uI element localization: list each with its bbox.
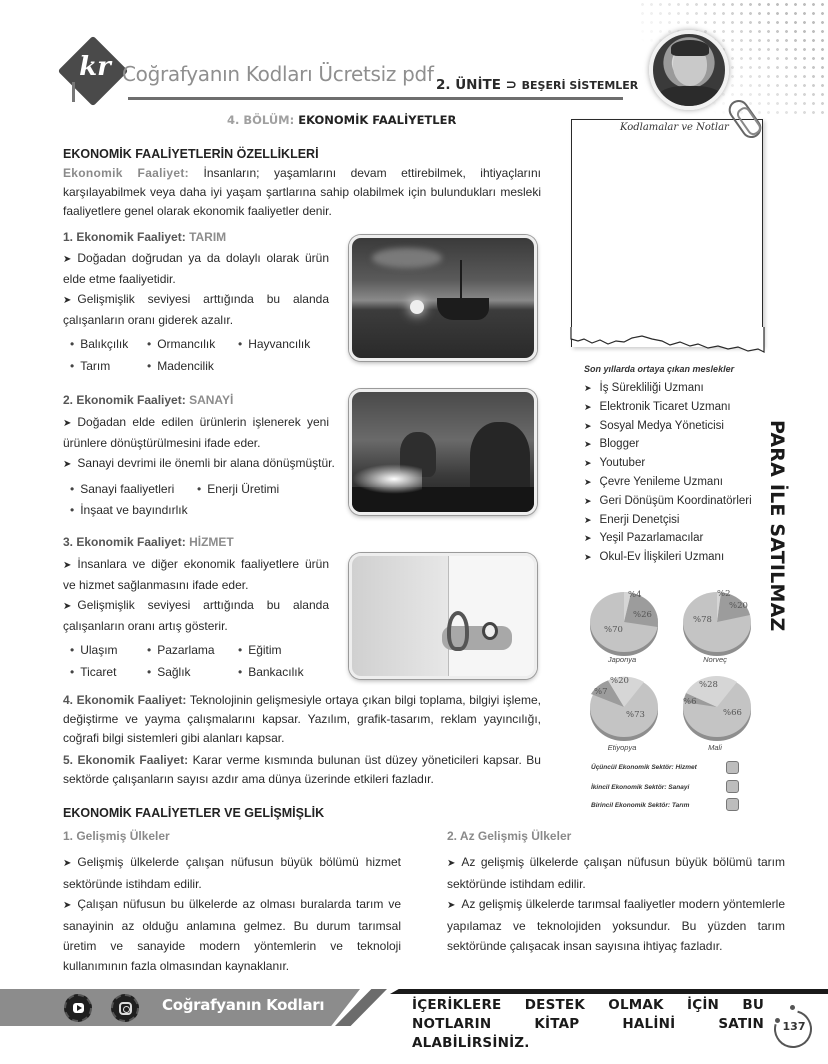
arrow-bullet-icon: ➤ xyxy=(63,254,72,265)
arrow-bullet-icon: ➤ xyxy=(584,533,592,544)
author-avatar xyxy=(649,30,729,110)
legend-swatch-hizmet xyxy=(726,761,739,774)
less-developed-point-1: ➤ Az gelişmiş ülkelerde çalışan nüfusun büyük bölümü tarım sektöründe istihdam edilir. xyxy=(447,855,785,891)
footer-brand: Coğrafyanın Kodları xyxy=(162,996,325,1014)
activity-2-point-2: ➤ Sanayi devrimi ile önemli bir alana dönüşmüştür. xyxy=(63,454,353,475)
pie-chart-etiyopya: %20 %7 %73 xyxy=(588,672,660,742)
unit-title xyxy=(436,77,638,93)
unit-separator-icon: ⊃ xyxy=(505,77,517,93)
list-item: ➤ Youtuber xyxy=(584,454,752,473)
legend-sanayi: İkincil Ekonomik Sektör: Sanayi xyxy=(591,784,690,791)
activity-1-point-1: ➤ Doğadan doğrudan ya da dolaylı olarak ürün elde etme faaliyetidir. xyxy=(63,251,329,286)
developed-point-2: ➤ Çalışan nüfusun bu ülkelerde az olması buralarda tarım ve sanayinin az olduğu anlamına gelmez. Bu durum tarımsal üretim ve sanayide modern yöntemlerin ve teknoloji kullanımının fazla olmasından kaynaklanır. xyxy=(63,897,401,973)
intro-heading: EKONOMİK FAALİYETLERİN ÖZELLİKLERİ xyxy=(63,147,319,161)
photo-fishing-boats xyxy=(349,235,537,361)
logo-tassel-icon xyxy=(72,82,75,102)
pie-label-japonya: Japonya xyxy=(607,655,637,664)
notes-box[interactable] xyxy=(571,119,763,347)
list-item: ➤ Okul-Ev İlişkileri Uzmanı xyxy=(584,548,752,567)
footer-top-rule xyxy=(390,989,828,994)
arrow-bullet-icon: ➤ xyxy=(584,383,592,393)
arrow-bullet-icon: ➤ xyxy=(584,458,592,469)
publisher-logo-text: kr xyxy=(79,52,111,82)
definition-term: Ekonomik Faaliyet: xyxy=(63,166,189,180)
pie-chart-mali: %28 %6 %66 xyxy=(681,672,753,742)
activity-3-heading: 3. Ekonomik Faaliyet: HİZMET xyxy=(63,535,234,549)
arrow-bullet-icon: ➤ xyxy=(63,601,72,612)
arrow-bullet-icon: ➤ xyxy=(63,295,72,306)
activity-1-heading: 1. Ekonomik Faaliyet: TARIM xyxy=(63,230,227,244)
arrow-bullet-icon: ➤ xyxy=(63,459,72,470)
activity-4-text: 4. Ekonomik Faaliyet: Teknolojinin gelişmesiyle ortaya çıkan bilgi toplama, bilgiyi işleme, değiştirme ve yayma çalışmalarını kapsar. Yazılım, grafik-tasarım, reklam yayıncılığı, coğrafi bilgi sistemleri gibi alanları kapsar. xyxy=(63,693,541,745)
activity-3-point-1: ➤ İnsanlara ve diğer ekonomik faaliyetlere ürün ve hizmet sağlanmasını ifade eder. xyxy=(63,557,329,592)
list-item: ➤ Blogger xyxy=(584,435,752,454)
instagram-icon xyxy=(119,1002,132,1015)
pie-chart-japonya: %4 %26 %70 xyxy=(588,587,660,657)
photo-welding-worker xyxy=(349,389,537,515)
section-title xyxy=(227,113,456,127)
arrow-bullet-icon: ➤ xyxy=(584,476,592,487)
arrow-bullet-icon: ➤ xyxy=(63,900,72,911)
professions-list xyxy=(584,379,752,567)
legend-swatch-sanayi xyxy=(726,780,739,793)
activity-1-point-2: ➤ Gelişmişlik seviyesi arttığında bu alanda çalışanların oranı giderek azalır. xyxy=(63,292,329,327)
less-developed-countries-heading: 2. Az Gelişmiş Ülkeler xyxy=(447,829,572,843)
pie-label-etiyopya: Etiyopya xyxy=(607,743,637,752)
torn-paper-edge xyxy=(570,327,766,357)
pie-chart-norvec: %2 %20 %78 xyxy=(681,587,753,657)
professions-title: Son yıllarda ortaya çıkan meslekler xyxy=(584,364,735,374)
development-heading: EKONOMİK FAALİYETLER VE GELİŞMİŞLİK xyxy=(63,806,325,820)
section-name: EKONOMİK FAALİYETLER xyxy=(298,113,457,127)
arrow-bullet-icon: ➤ xyxy=(584,552,592,563)
list-item: ➤ Geri Dönüşüm Koordinatörleri xyxy=(584,492,752,511)
arrow-bullet-icon: ➤ xyxy=(447,900,456,911)
youtube-icon xyxy=(73,1003,84,1013)
arrow-bullet-icon: ➤ xyxy=(584,495,592,506)
arrow-bullet-icon: ➤ xyxy=(447,858,456,869)
list-item: ➤ Sosyal Medya Yöneticisi xyxy=(584,417,752,436)
unit-subtitle: BEŞERİ SİSTEMLER xyxy=(521,79,639,92)
legend-swatch-tarim xyxy=(726,798,739,811)
arrow-bullet-icon: ➤ xyxy=(584,420,592,431)
photo-doctor-stethoscope xyxy=(349,553,537,679)
unit-number: 2. ÜNİTE xyxy=(436,77,501,93)
less-developed-point-2: ➤ Az gelişmiş ülkelerde tarımsal faaliyetler modern yöntemlerle yapılamaz ve teknolojiden yoksundur. Bu yüzden tarım sektöründe çalışacak insan sayısına ihtiyaç fazladır. xyxy=(447,897,785,953)
activity-2-heading: 2. Ekonomik Faaliyet: SANAYİ xyxy=(63,393,234,407)
activity-2-point-1: ➤ Doğadan elde edilen ürünlerin işlenerek yeni ürünlere dönüştürülmesini ifade eder. xyxy=(63,415,329,450)
page-ring-dot xyxy=(790,1005,795,1010)
instagram-link[interactable] xyxy=(111,994,139,1022)
pie-label-norvec: Norveç xyxy=(703,655,727,664)
list-item: ➤ Elektronik Ticaret Uzmanı xyxy=(584,398,752,417)
arrow-bullet-icon: ➤ xyxy=(584,514,592,525)
youtube-link[interactable] xyxy=(64,994,92,1022)
section-number: 4. BÖLÜM: xyxy=(227,113,295,127)
list-item: ➤ Enerji Denetçisi xyxy=(584,511,752,530)
list-item: ➤ İş Sürekliliği Uzmanı xyxy=(584,379,752,398)
legend-hizmet: Üçüncül Ekonomik Sektör: Hizmet xyxy=(591,764,697,771)
legend-tarim: Birincil Ekonomik Sektör: Tarım xyxy=(591,802,690,809)
definition-text: İnsanların; yaşamlarını devam ettirebilmek, ihtiyaçlarını karşılayabilmek veya daha iyi yaşam şartlarına sahip olabilmek için bulundukları mesleki faaliyetlere genel olarak ekonomik faaliyetler denir. xyxy=(63,166,542,218)
arrow-bullet-icon: ➤ xyxy=(584,401,592,412)
intro-definition xyxy=(63,164,541,221)
activity-3-point-2: ➤ Gelişmişlik seviyesi arttığında bu alanda çalışanların oranı artış gösterir. xyxy=(63,598,329,633)
pie-label-mali: Mali xyxy=(708,743,722,752)
arrow-bullet-icon: ➤ xyxy=(584,439,592,450)
page-number: 137 xyxy=(782,1020,806,1033)
list-item: ➤ Yeşil Pazarlamacılar xyxy=(584,529,752,548)
footer-support-message: İÇERİKLERE DESTEK OLMAK İÇİN BU NOTLARIN KİTAP HALİNİ SATIN ALABİLİRSİNİZ. xyxy=(412,997,764,1051)
header-title: Coğrafyanın Kodları Ücretsiz pdf xyxy=(122,62,434,86)
developed-countries-heading: 1. Gelişmiş Ülkeler xyxy=(63,829,170,843)
notes-title: Kodlamalar ve Notlar xyxy=(620,122,729,133)
arrow-bullet-icon: ➤ xyxy=(63,858,72,869)
list-item: ➤ Çevre Yenileme Uzmanı xyxy=(584,473,752,492)
arrow-bullet-icon: ➤ xyxy=(63,560,72,571)
developed-point-1: ➤ Gelişmiş ülkelerde çalışan nüfusun büyük bölümü hizmet sektöründe istihdam edilir. xyxy=(63,855,401,891)
activity-5-text: 5. Ekonomik Faaliyet: Karar verme kısmında bulunan üst düzey yöneticileri kapsar. Bu sektörde çalışanların sayısı azdır ama dünya üzerinde etkileri fazladır. xyxy=(63,753,541,786)
header-divider xyxy=(128,97,623,100)
vertical-slogan: PARA İLE SATILMAZ xyxy=(766,420,788,632)
arrow-bullet-icon: ➤ xyxy=(63,418,72,429)
